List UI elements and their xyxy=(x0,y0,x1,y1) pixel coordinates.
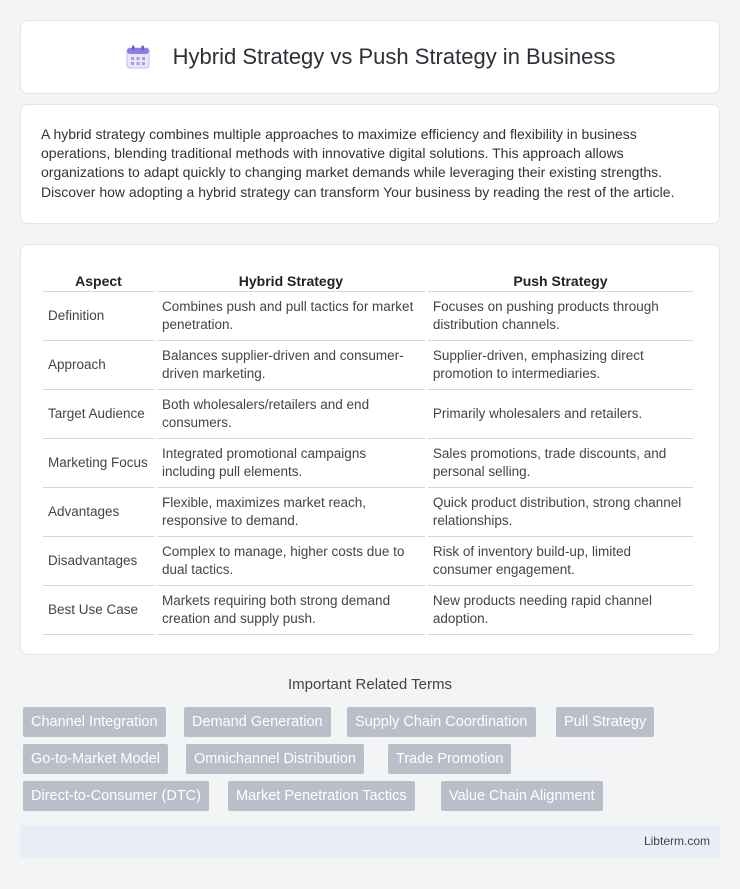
tag-pull-strategy[interactable]: Pull Strategy xyxy=(556,707,654,737)
calendar-icon xyxy=(125,44,151,70)
table-row xyxy=(43,439,693,488)
cell-hybrid: Complex to manage, higher costs due to dual tactics. xyxy=(157,537,425,586)
cell-hybrid: Balances supplier-driven and consumer-driven marketing. xyxy=(157,341,425,390)
tag-market-penetration-tactics[interactable]: Market Penetration Tactics xyxy=(228,781,415,811)
table-row xyxy=(43,390,693,439)
cell-push: Quick product distribution, strong channel relationships. xyxy=(428,488,693,537)
cell-push: Primarily wholesalers and retailers. xyxy=(428,390,693,439)
cell-push: Sales promotions, trade discounts, and personal selling. xyxy=(428,439,693,488)
tag-demand-generation[interactable]: Demand Generation xyxy=(184,707,331,737)
comparison-card xyxy=(20,244,720,655)
cell-aspect: Definition xyxy=(43,292,154,341)
table-header-row xyxy=(43,265,693,292)
cell-hybrid: Markets requiring both strong demand creation and supply push. xyxy=(157,586,425,635)
table-row xyxy=(43,292,693,341)
cell-push: Focuses on pushing products through distribution channels. xyxy=(428,292,693,341)
cell-aspect: Advantages xyxy=(43,488,154,537)
cell-aspect: Approach xyxy=(43,341,154,390)
tag-go-to-market-model[interactable]: Go-to-Market Model xyxy=(23,744,168,774)
table-row xyxy=(43,586,693,635)
intro-card xyxy=(20,104,720,224)
related-terms-title: Important Related Terms xyxy=(288,676,452,693)
header-push: Push Strategy xyxy=(428,265,693,292)
table-row xyxy=(43,488,693,537)
footer xyxy=(20,825,720,858)
header-card xyxy=(20,20,720,94)
cell-push: Risk of inventory build-up, limited consumer engagement. xyxy=(428,537,693,586)
cell-aspect: Target Audience xyxy=(43,390,154,439)
cell-aspect: Marketing Focus xyxy=(43,439,154,488)
cell-aspect: Best Use Case xyxy=(43,586,154,635)
cell-hybrid: Both wholesalers/retailers and end consumers. xyxy=(157,390,425,439)
page-title: Hybrid Strategy vs Push Strategy in Business xyxy=(172,44,616,69)
tag-value-chain-alignment[interactable]: Value Chain Alignment xyxy=(441,781,603,811)
intro-text: A hybrid strategy combines multiple approaches to maximize efficiency and flexibility in business operations, blending traditional methods with innovative digital solutions. This approach allows organizations to adapt quickly to changing market demands while leveraging their existing strengths. Discover how adopting a hybrid strategy can transform Your business by reading the rest of the article. xyxy=(41,126,675,200)
header-aspect: Aspect xyxy=(43,265,154,292)
header-hybrid: Hybrid Strategy xyxy=(157,265,425,292)
tag-direct-to-consumer[interactable]: Direct-to-Consumer (DTC) xyxy=(23,781,209,811)
tag-channel-integration[interactable]: Channel Integration xyxy=(23,707,166,737)
table-row xyxy=(43,341,693,390)
cell-aspect: Disadvantages xyxy=(43,537,154,586)
table-row xyxy=(43,537,693,586)
cell-hybrid: Combines push and pull tactics for market penetration. xyxy=(157,292,425,341)
cell-hybrid: Integrated promotional campaigns including pull elements. xyxy=(157,439,425,488)
tag-trade-promotion[interactable]: Trade Promotion xyxy=(388,744,511,774)
cell-push: Supplier-driven, emphasizing direct promotion to intermediaries. xyxy=(428,341,693,390)
cell-hybrid: Flexible, maximizes market reach, responsive to demand. xyxy=(157,488,425,537)
cell-push: New products needing rapid channel adoption. xyxy=(428,586,693,635)
tag-omnichannel-distribution[interactable]: Omnichannel Distribution xyxy=(186,744,364,774)
tag-supply-chain-coordination[interactable]: Supply Chain Coordination xyxy=(347,707,536,737)
footer-link[interactable]: Libterm.com xyxy=(643,834,710,848)
comparison-table xyxy=(40,265,696,635)
